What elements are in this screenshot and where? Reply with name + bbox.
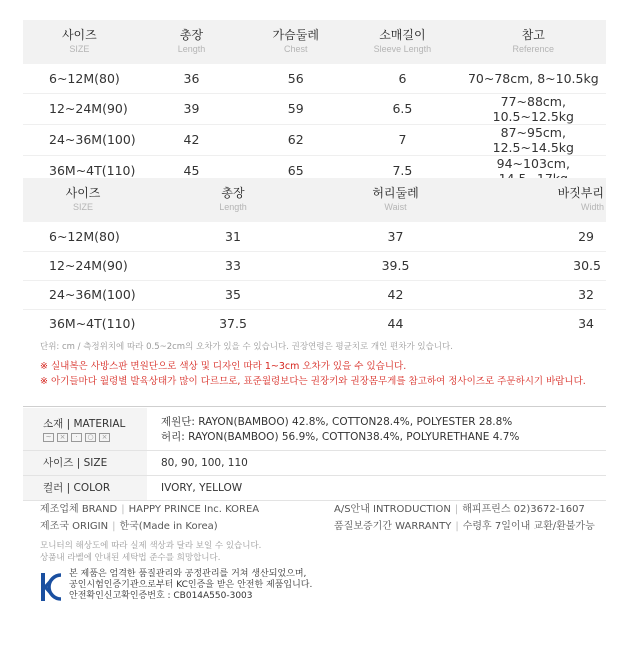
table-row	[23, 251, 606, 280]
label-note: 상품내 라벨에 안내된 세탁법 준수를 희망합니다.	[40, 553, 221, 563]
table-row	[23, 93, 606, 124]
as-line: A/S안내 INTRODUCTION | 해피프린스 02)3672-1607	[334, 504, 585, 515]
size-label: 사이즈 | SIZE	[23, 450, 147, 475]
size-cell: 12~24M(90)	[23, 251, 143, 280]
width-cell: 30.5	[468, 251, 606, 280]
table-row	[23, 280, 606, 309]
size-cell: 6~12M(80)	[23, 222, 143, 251]
header-size: 사이즈 SIZE	[65, 186, 101, 212]
chest-cell: 62	[247, 124, 344, 155]
size-value: 80, 90, 100, 110	[147, 450, 606, 475]
product-info-table	[23, 408, 606, 501]
length-cell: 37.5	[219, 316, 247, 332]
table-row	[23, 309, 606, 338]
width-cell: 29	[468, 222, 606, 251]
waist-cell: 44	[387, 316, 404, 332]
info-row	[23, 408, 606, 450]
brand-line: 제조업체 BRAND | HAPPY PRINCE Inc. KOREA	[40, 504, 260, 515]
sleeve-cell: 7.5	[392, 163, 413, 178]
reference-cell: 70~78cm, 8~10.5kg	[461, 64, 606, 93]
origin-line: 제조국 ORIGIN | 한국(Made in Korea)	[40, 521, 218, 532]
header-size: 사이즈 SIZE	[61, 28, 97, 54]
reference-cell: 77~88cm, 10.5~12.5kg	[461, 93, 606, 124]
length-cell: 31	[143, 222, 323, 251]
chest-cell: 65	[287, 163, 304, 178]
chest-cell: 56	[247, 64, 344, 93]
table-row	[23, 64, 606, 93]
length-cell: 39	[136, 93, 248, 124]
material-value: 제원단: RAYON(BAMBOO) 42.8%, COTTON28.4%, POLYESTER 28.8% 허리: RAYON(BAMBOO) 56.9%, COTTON38.4%, POLYURETHANE 4.7%	[147, 408, 606, 450]
info-row	[23, 475, 606, 500]
waist-cell: 39.5	[323, 251, 468, 280]
sleeve-cell: 6	[344, 64, 460, 93]
header-sleeve: 소매길이 Sleeve Length	[373, 28, 432, 54]
length-cell: 35	[143, 280, 323, 309]
waist-cell: 42	[323, 280, 468, 309]
header-length: 총장 Length	[177, 28, 206, 54]
color-value: IVORY, YELLOW	[147, 475, 606, 500]
header-width: 바짓부리 Width	[557, 186, 604, 212]
header-reference: 참고 Reference	[512, 28, 555, 54]
header-length: 총장 Length	[219, 186, 247, 212]
top-size-table	[23, 20, 606, 186]
size-cell: 36M~4T(110)	[49, 316, 136, 332]
bottom-size-table	[23, 178, 606, 338]
table-row	[23, 124, 606, 155]
length-cell: 42	[136, 124, 248, 155]
wash-icon: ~	[43, 433, 54, 442]
no-dryclean-icon: ○	[85, 433, 96, 442]
kc-text: 본 제품은 엄격한 품질관리와 공정관리를 거쳐 생산되었으며, 공인시험인증기관으로부터 KC인증을 받은 안전한 제품입니다. 안전확인신고확인증번호 : CB014A550-3003	[69, 569, 313, 601]
kc-certification	[40, 569, 312, 604]
warranty-line: 품질보증기간 WARRANTY | 수령후 7일이내 교환/환불가능	[334, 521, 595, 532]
table-row	[23, 222, 606, 251]
header-waist: 허리둘레 Waist	[372, 186, 419, 212]
unit-note: 단위: cm / 측정위치에 따라 0.5~2cm의 오차가 있을 수 있습니다. 권장연령은 평균치로 개인 편차가 있습니다.	[40, 342, 453, 352]
table-header-row	[23, 20, 606, 64]
material-label: 소재 | MATERIAL ~ × · ○ ×	[23, 408, 147, 450]
length-cell: 45	[183, 163, 200, 178]
length-cell: 36	[136, 64, 248, 93]
no-tumble-dry-icon: ×	[99, 433, 110, 442]
width-cell: 32	[468, 280, 606, 309]
monitor-note: 모니터의 해상도에 따라 실제 색상과 달라 보일 수 있습니다.	[40, 541, 262, 551]
header-chest: 가슴둘레 Chest	[272, 28, 319, 54]
size-cell: 36M~4T(110)	[49, 163, 136, 178]
waist-cell: 37	[323, 222, 468, 251]
warning-note: ※ 아기들마다 월령별 발육상태가 많이 다르므로, 표준월령보다는 권장키와 권장몸무게를 참고하여 정사이즈로 주문하시기 바랍니다.	[40, 376, 586, 387]
size-cell: 24~36M(100)	[23, 280, 143, 309]
chest-cell: 59	[247, 93, 344, 124]
iron-icon: ·	[71, 433, 82, 442]
sleeve-cell: 6.5	[344, 93, 460, 124]
size-cell: 6~12M(80)	[23, 64, 136, 93]
size-cell: 24~36M(100)	[23, 124, 136, 155]
sleeve-cell: 7	[344, 124, 460, 155]
size-notes	[40, 341, 610, 389]
color-label: 컬러 | COLOR	[23, 475, 147, 500]
reference-cell: 87~95cm, 12.5~14.5kg	[461, 124, 606, 155]
table-header-row	[23, 178, 606, 222]
divider	[23, 406, 606, 407]
length-cell: 33	[143, 251, 323, 280]
width-cell: 34	[578, 316, 594, 332]
size-cell: 12~24M(90)	[23, 93, 136, 124]
kc-mark-icon	[40, 570, 64, 604]
info-row	[23, 450, 606, 475]
care-icons	[43, 433, 147, 442]
no-bleach-icon: ×	[57, 433, 68, 442]
reference-cell: 94~103cm, 14.5~17kg	[496, 155, 570, 186]
warning-note: ※ 실내복은 사방스판 면원단으로 색상 및 디자인 따라 1~3cm 오차가 있을 수 있습니다.	[40, 361, 407, 372]
